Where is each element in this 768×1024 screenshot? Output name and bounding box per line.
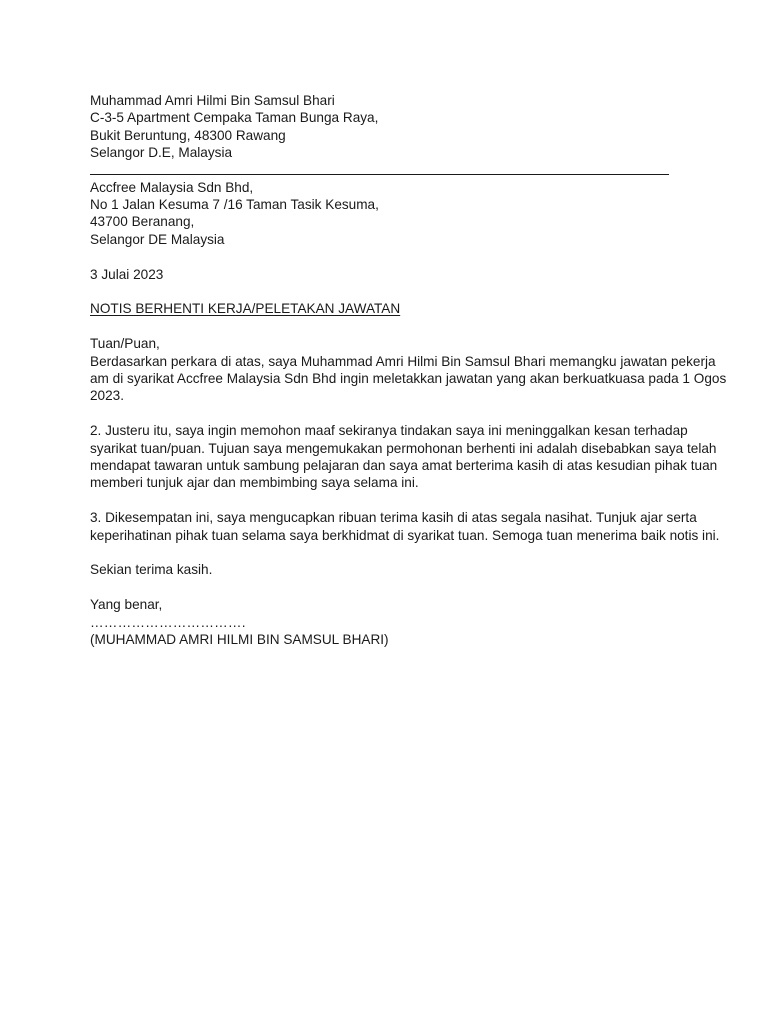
paragraph-2	[90, 422, 718, 492]
recipient-company: Accfree Malaysia Sdn Bhd,	[90, 179, 254, 195]
paragraph-line: 3. Dikesempatan ini, saya mengucapkan ribuan terima kasih di atas segala nasihat. Tunjuk ajar serta	[90, 510, 697, 526]
paragraph-line: syarikat tuan/puan. Tujuan saya mengemukakan permohonan berhenti ini adalah disebabkan saya telah	[90, 440, 717, 456]
letter-page	[90, 92, 727, 648]
letter-date: 3 Julai 2023	[90, 266, 164, 282]
recipient-address-line: Selangor DE Malaysia	[90, 231, 225, 247]
signoff-text: Yang benar,	[90, 597, 163, 613]
separator-line	[90, 174, 669, 175]
signature-line: …………………………….	[90, 614, 246, 630]
sender-address-line: Bukit Beruntung, 48300 Rawang	[90, 127, 286, 143]
sender-name: Muhammad Amri Hilmi Bin Samsul Bhari	[90, 93, 335, 108]
paragraph-1	[90, 353, 727, 405]
salutation: Tuan/Puan,	[90, 336, 160, 352]
paragraph-line: memberi tunjuk ajar dan membimbing saya selama ini.	[90, 475, 419, 491]
recipient-address	[90, 179, 690, 249]
paragraph-line: 2023.	[90, 388, 125, 404]
recipient-address-line: No 1 Jalan Kesuma 7 /16 Taman Tasik Kesuma,	[90, 197, 379, 213]
letter-subject: NOTIS BERHENTI KERJA/PELETAKAN JAWATAN	[90, 301, 401, 317]
paragraph-line: keperihatinan pihak tuan selama saya berkhidmat di syarikat tuan. Semoga tuan menerima baik notis ini.	[90, 527, 720, 543]
sender-address-line: C-3-5 Apartment Cempaka Taman Bunga Raya,	[90, 110, 379, 126]
paragraph-line: Berdasarkan perkara di atas, saya Muhammad Amri Hilmi Bin Samsul Bhari memangku jawatan pekerja	[90, 353, 716, 369]
sender-address	[90, 92, 690, 162]
paragraph-line: am di syarikat Accfree Malaysia Sdn Bhd ingin meletakkan jawatan yang akan berkuatkuasa pada 1 Ogos	[90, 371, 727, 387]
sender-address-line: Selangor D.E, Malaysia	[90, 145, 233, 161]
recipient-address-line: 43700 Beranang,	[90, 214, 195, 230]
paragraph-3	[90, 509, 720, 544]
paragraph-line: mendapat tawaran untuk sambung pelajaran dan saya amat berterima kasih di atas kesudian pihak tuan	[90, 458, 718, 474]
signature-name: (MUHAMMAD AMRI HILMI BIN SAMSUL BHARI)	[90, 632, 389, 648]
paragraph-line: 2. Justeru itu, saya ingin memohon maaf sekiranya tindakan saya ini meninggalkan kesan terhadap	[90, 423, 688, 439]
closing-text: Sekian terima kasih.	[90, 562, 213, 578]
